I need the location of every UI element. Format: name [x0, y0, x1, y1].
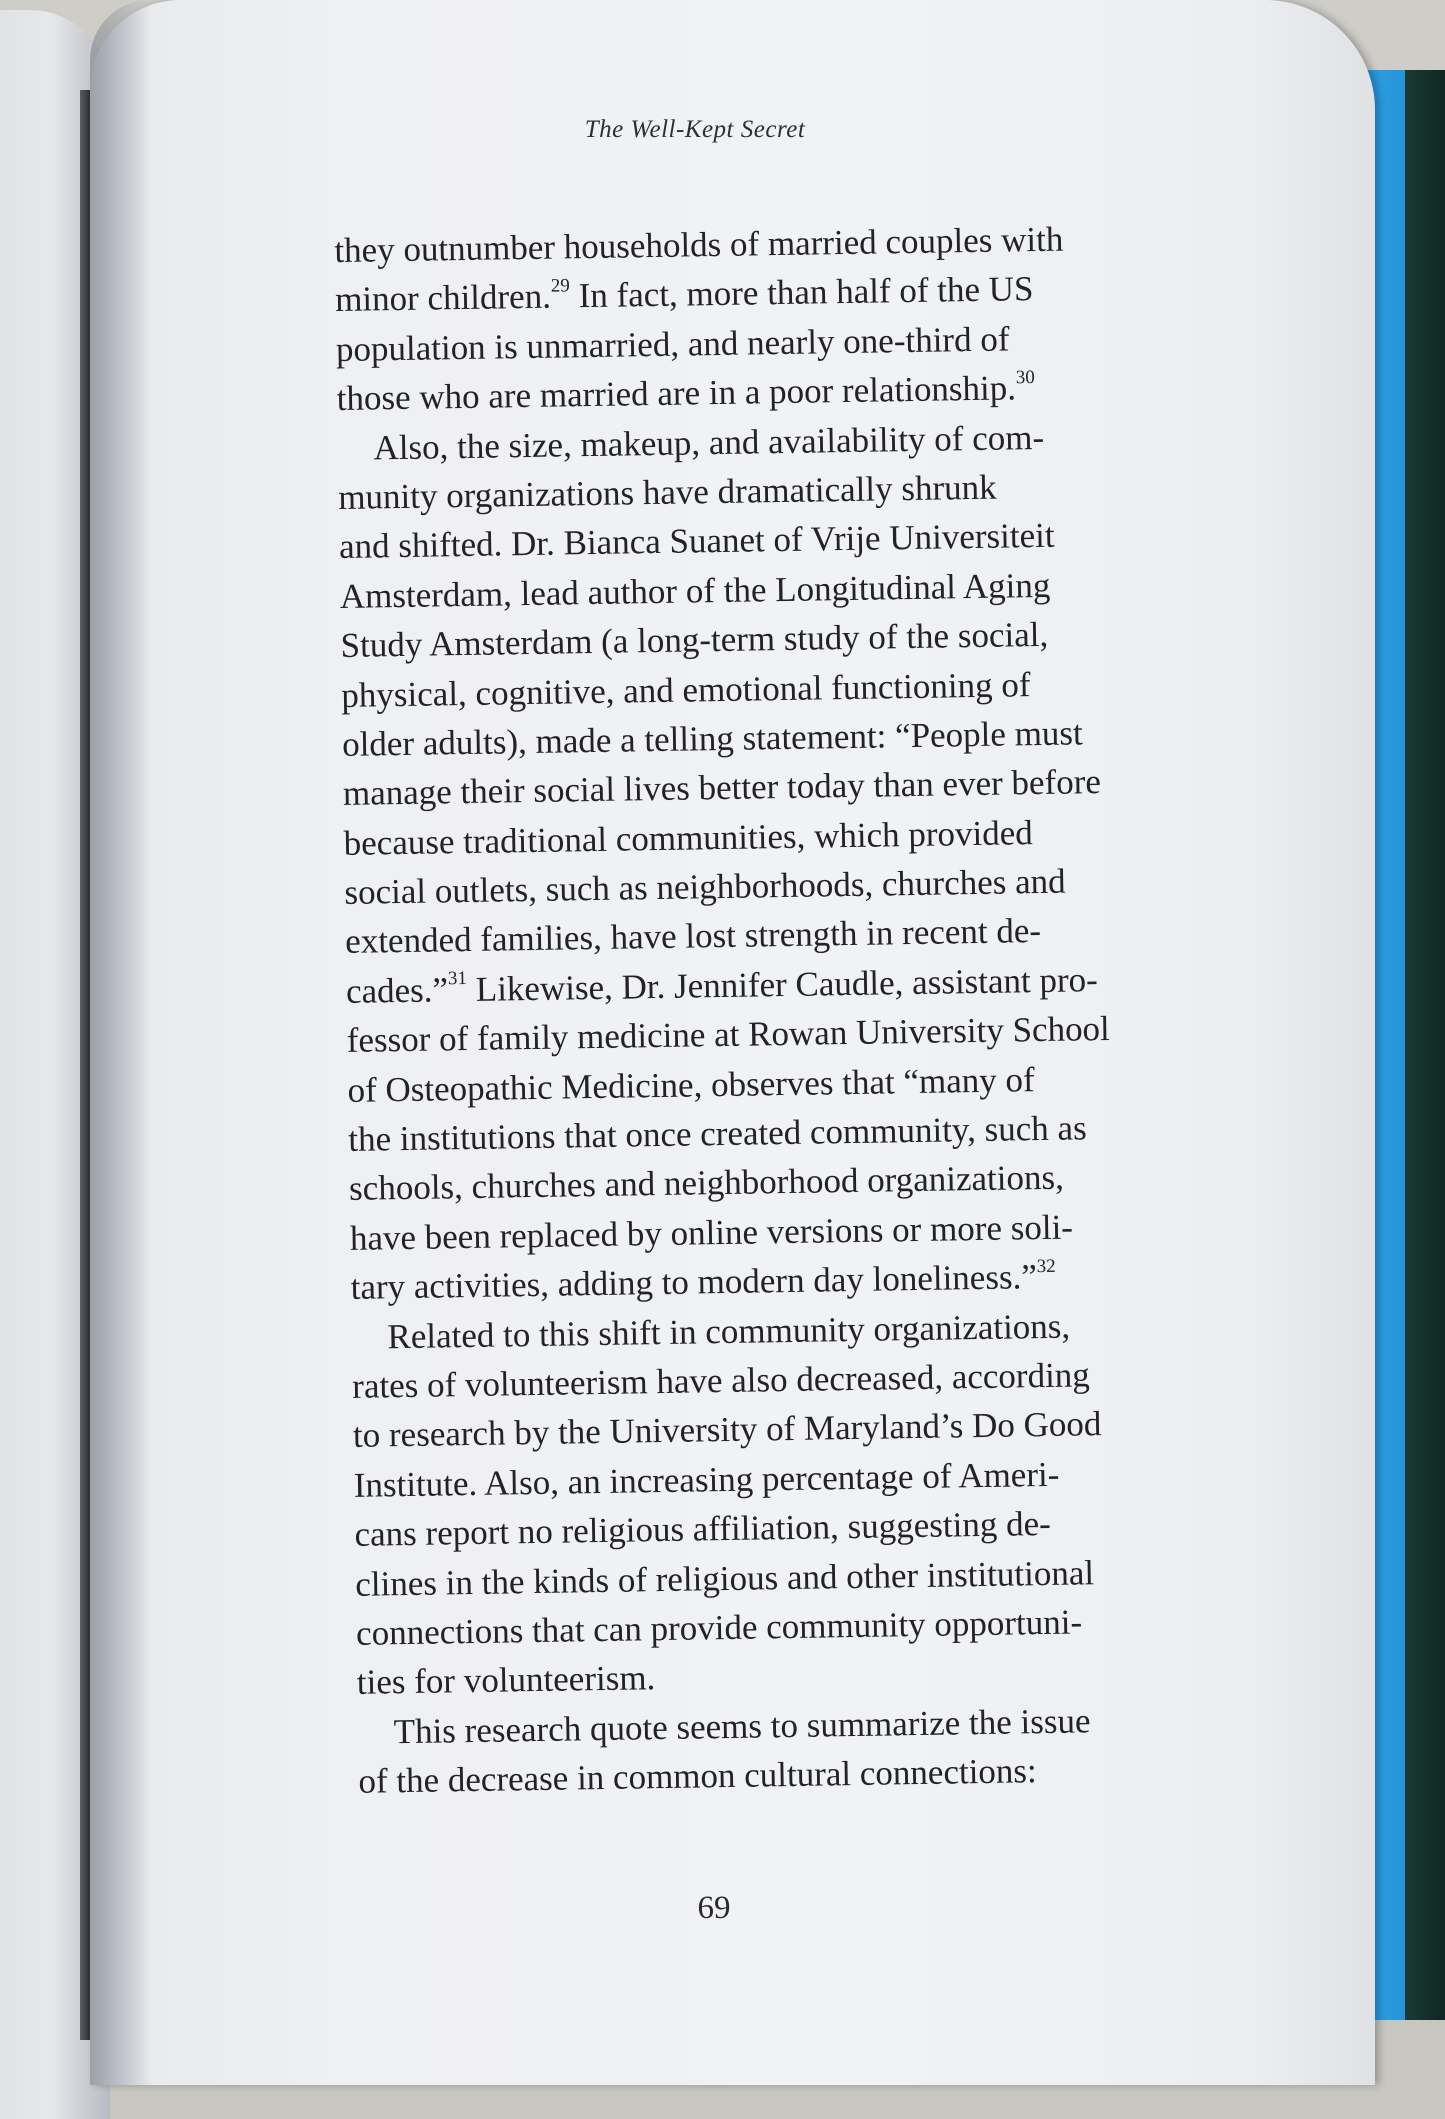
- text-line-content: connections that can provide community opportuni-: [355, 1602, 1083, 1653]
- text-line-content: manage their social lives better today than ever before: [342, 762, 1102, 814]
- text-line-content: they outnumber households of married couples with: [334, 219, 1064, 270]
- book-cover-spine: [1405, 70, 1445, 2020]
- text-line-content: Amsterdam, lead author of the Longitudinal Aging: [339, 565, 1051, 616]
- text-line-continuation: Likewise, Dr. Jennifer Caudle, assistant pro-: [466, 959, 1099, 1009]
- text-line-content: physical, cognitive, and emotional functioning of: [341, 664, 1031, 715]
- text-line-content: minor children.: [334, 276, 552, 320]
- text-line-content: extended families, have lost strength in recent de-: [344, 911, 1042, 962]
- text-line-content: cades.”: [345, 970, 449, 1011]
- text-line-content: Also, the size, makeup, and availability of com-: [373, 417, 1045, 467]
- footnote-marker: 32: [1036, 1255, 1056, 1277]
- book-page: [90, 0, 1375, 2085]
- text-line-content: population is unmarried, and nearly one-third of: [335, 319, 1010, 369]
- text-line-content: to research by the University of Maryland’s Do Good: [352, 1404, 1102, 1456]
- text-line-content: of Osteopathic Medicine, observes that “many of: [347, 1059, 1035, 1110]
- text-line-content: munity organizations have dramatically shrunk: [337, 467, 997, 517]
- text-line-continuation: In fact, more than half of the US: [569, 269, 1034, 316]
- page-number: 69: [697, 1890, 731, 1926]
- text-line-content: tary activities, adding to modern day loneliness.”: [350, 1257, 1038, 1308]
- footnote-marker: 31: [447, 968, 468, 990]
- text-line-content: fessor of family medicine at Rowan University School: [346, 1009, 1111, 1061]
- text-line-content: older adults), made a telling statement: “People must: [341, 713, 1083, 764]
- text-line-content: social outlets, such as neighborhoods, churches and: [344, 861, 1066, 912]
- text-line-content: schools, churches and neighborhood organizations,: [348, 1158, 1065, 1209]
- text-line-content: and shifted. Dr. Bianca Suanet of Vrije Universiteit: [338, 516, 1055, 567]
- text-line-content: ties for volunteerism.: [356, 1658, 656, 1703]
- page-curl-shadow: [90, 0, 150, 2085]
- text-line-content: clines in the kinds of religious and other institutional: [355, 1552, 1095, 1604]
- running-head: The Well-Kept Secret: [584, 116, 806, 143]
- text-line-content: have been replaced by online versions or more soli-: [349, 1207, 1074, 1258]
- text-line-content: Institute. Also, an increasing percentage of Ameri-: [353, 1454, 1060, 1505]
- text-line-content: the institutions that once created community, such as: [348, 1108, 1087, 1159]
- body-text: [334, 213, 1214, 1807]
- text-line-content: This research quote seems to summarize the issue: [393, 1701, 1091, 1751]
- text-line-content: those who are married are in a poor relationship.: [336, 368, 1017, 419]
- footnote-marker: 30: [1015, 366, 1035, 388]
- text-line-content: Study Amsterdam (a long-term study of the social,: [340, 614, 1049, 666]
- text-line-content: because traditional communities, which provided: [343, 812, 1034, 863]
- text-line-content: cans report no religious affiliation, suggesting de-: [354, 1504, 1052, 1554]
- footnote-marker: 29: [550, 275, 570, 297]
- text-line-content: Related to this shift in community organizations,: [387, 1306, 1071, 1356]
- text-line-content: rates of volunteerism have also decreased, according: [351, 1355, 1091, 1406]
- text-line-content: of the decrease in common cultural connections:: [358, 1751, 1038, 1801]
